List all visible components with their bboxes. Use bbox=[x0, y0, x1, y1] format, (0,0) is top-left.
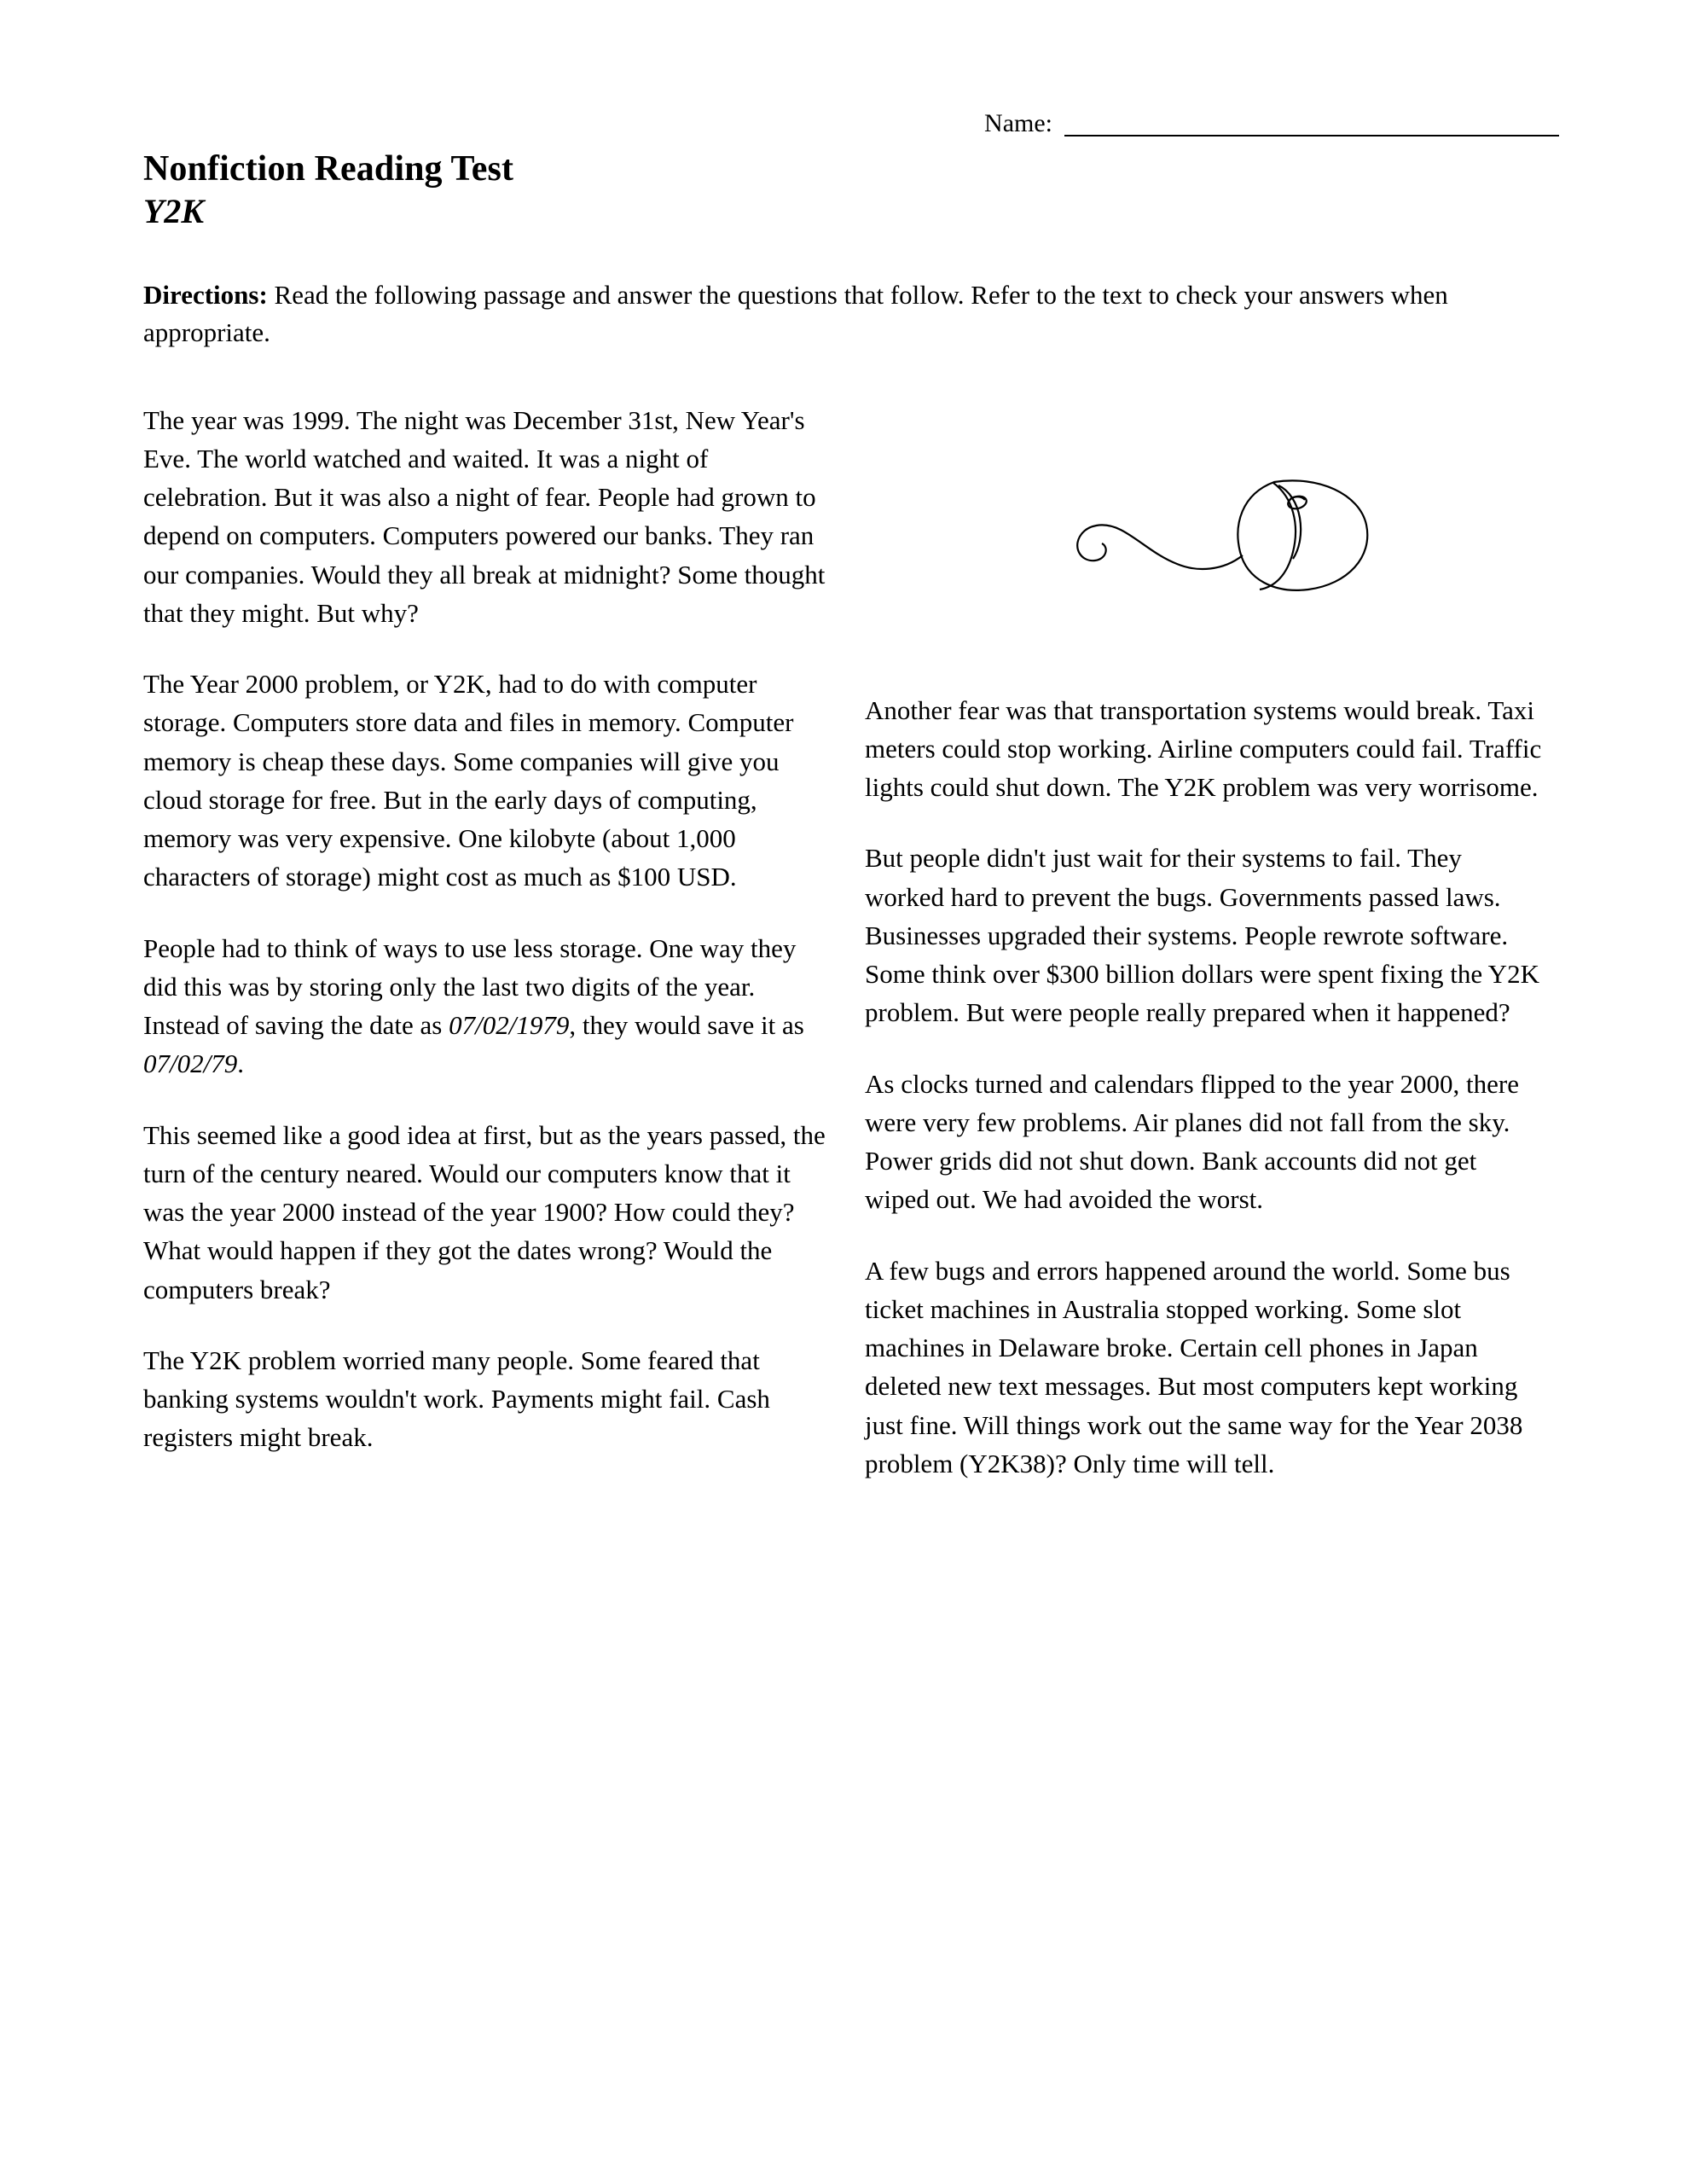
date-long: 07/02/1979 bbox=[449, 1010, 570, 1041]
computer-mouse-icon bbox=[865, 401, 1547, 682]
right-column bbox=[865, 401, 1547, 1516]
paragraph-1: The year was 1999. The night was December 31st, New Year's Eve. The world watched and waited. It was a night of celebration. But it was also a night of fear. People had grown to depend on computers. Computers powered our banks. They ran our companies. Would they all break at midnight? Some thought that they might. But why? bbox=[143, 404, 826, 628]
paragraph-3 bbox=[143, 929, 826, 1083]
paragraph-7: But people didn't just wait for their systems to fail. They worked hard to prevent the bugs. Governments passed laws. Businesses upgraded their systems. People rewrote software. Some think over $300 billion dollars were spent fixing the Y2K problem. But were people really prepared when it happened? bbox=[865, 843, 1539, 1028]
paragraph-8: As clocks turned and calendars flipped to the year 2000, there were very few problems. Air planes did not fall from the sky. Power grids did not shut down. Bank accounts did not get wiped out. We had avoided the worst. bbox=[865, 1068, 1519, 1215]
page-subtitle: Y2K bbox=[143, 191, 205, 230]
page-title: Nonfiction Reading Test bbox=[143, 149, 514, 189]
title-block bbox=[143, 148, 1559, 232]
paragraph-6: Another fear was that transportation systems would break. Taxi meters could stop working. Airline computers could fail. Traffic lights could shut down. The Y2K problem was very worrisome. bbox=[865, 694, 1542, 803]
directions bbox=[143, 276, 1516, 351]
name-input-blank[interactable] bbox=[1064, 113, 1559, 136]
paragraph-4: This seemed like a good idea at first, but as the years passed, the turn of the century neared. Would our computers know that it was the year 2000 instead of the year 1900? How could they? What would happen if they got the dates wrong? Would the computers break? bbox=[143, 1119, 826, 1304]
paragraph-3-part3: . bbox=[237, 1048, 244, 1079]
paragraph-9: A few bugs and errors happened around the world. Some bus ticket machines in Australia stopped working. Some slot machines in Delaware broke. Certain cell phones in Japan deleted new text messages. But most computers kept working just fine. Will things work out the same way for the Year 2038 problem (Y2K38)? Only time will tell. bbox=[865, 1255, 1523, 1478]
date-short: 07/02/79 bbox=[143, 1048, 238, 1079]
paragraph-3-part2: , they would save it as bbox=[569, 1010, 804, 1041]
directions-text: Read the following passage and answer the questions that follow. Refer to the text to check your answers when appropriate. bbox=[143, 279, 1448, 347]
paragraph-3-part1: People had to think of ways to use less storage. One way they did this was by storing only the last two digits of the year. Instead of saving the date as bbox=[143, 932, 797, 1041]
passage-columns bbox=[143, 401, 1559, 1516]
name-label: Name: bbox=[984, 109, 1052, 137]
paragraph-5: The Y2K problem worried many people. Some feared that banking systems wouldn't work. Payments might fail. Cash registers might break. bbox=[143, 1345, 770, 1453]
directions-label: Directions: bbox=[143, 279, 268, 310]
name-field-row bbox=[143, 111, 1559, 136]
left-column bbox=[143, 401, 826, 1516]
paragraph-2: The Year 2000 problem, or Y2K, had to do with computer storage. Computers store data and files in memory. Computer memory is cheap these days. Some companies will give you cloud storage for free. But in the early days of computing, memory was very expensive. One kilobyte (about 1,000 characters of storage) might cost as much as $100 USD. bbox=[143, 669, 794, 892]
